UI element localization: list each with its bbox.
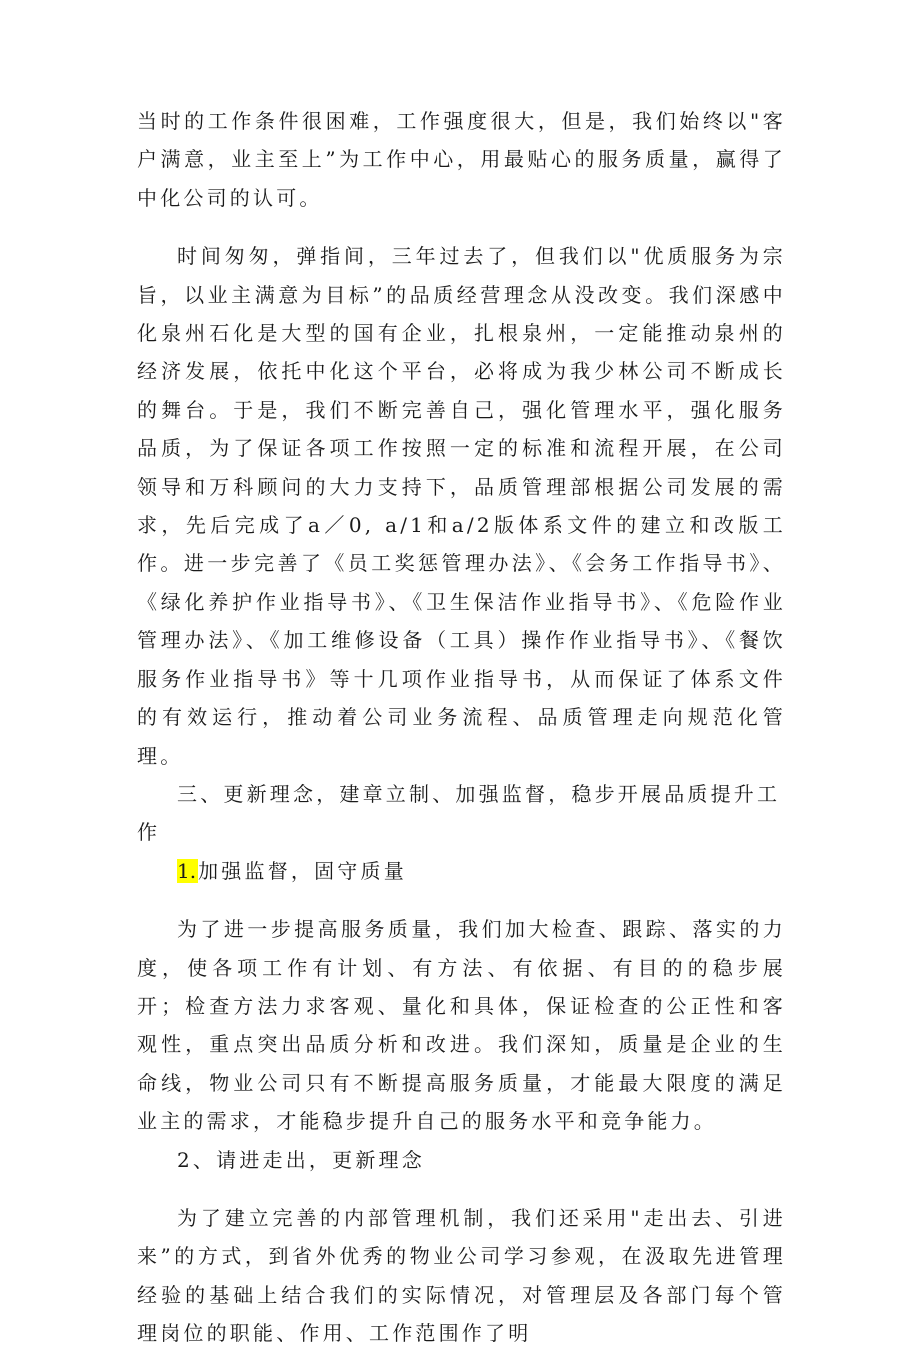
section-heading-three: 三、更新理念，建章立制、加强监督，稳步开展品质提升工作: [137, 781, 781, 845]
paragraph-work-conditions: 当时的工作条件很困难，工作强度很大，但是，我们始终以"客户满意，业主至上”为工作中心，用最贴心的服务质量，赢得了中化公司的认可。: [137, 109, 786, 210]
paragraph-internal-management: 为了建立完善的内部管理机制，我们还采用"走出去、引进来”的方式，到省外优秀的物业公司学习参观，在汲取先进管理经验的基础上结合我们的实际情况，对管理层及各部门每个管理岗位的职能、作用、工作范围作了明: [137, 1205, 786, 1346]
paragraph-inspection: 为了进一步提高服务质量，我们加大检查、跟踪、落实的力度，使各项工作有计划、有方法、有依据、有目的的稳步展开；检查方法力求客观、量化和具体，保证检查的公正性和客观性，重点突出品质分析和改进。我们深知，质量是企业的生命线，物业公司只有不断提高服务质量，才能最大限度的满足业主的需求，才能稳步提升自己的服务水平和竞争能力。: [137, 917, 786, 1134]
highlighted-number: 1.: [177, 858, 197, 883]
paragraph-quality-philosophy: 时间匆匆，弹指间，三年过去了，但我们以"优质服务为宗旨，以业主满意为目标”的品质经营理念从没改变。我们深感中化泉州石化是大型的国有企业，扎根泉州，一定能推动泉州的经济发展，依托中化这个平台，必将成为我少林公司不断成长的舞台。于是，我们不断完善自己，强化管理水平，强化服务品质，为了保证各项工作按照一定的标准和流程开展，在公司领导和万科顾问的大力支持下，品质管理部根据公司发展的需求，先后完成了a／0, a/1和a/2版体系文件的建立和改版工作。进一步完善了《员工奖惩管理办法》、《会务工作指导书》、《绿化养护作业指导书》、《卫生保洁作业指导书》、《危险作业管理办法》、《加工维修设备（工具）操作作业指导书》、《餐饮服务作业指导书》等十几项作业指导书，从而保证了体系文件的有效运行，推动着公司业务流程、品质管理走向规范化管理。: [137, 244, 786, 768]
subheading-supervision-text: 加强监督，固守质量: [198, 858, 407, 883]
subheading-supervision: [137, 852, 786, 890]
subheading-new-concepts: 2、请进走出，更新理念: [177, 1147, 425, 1172]
